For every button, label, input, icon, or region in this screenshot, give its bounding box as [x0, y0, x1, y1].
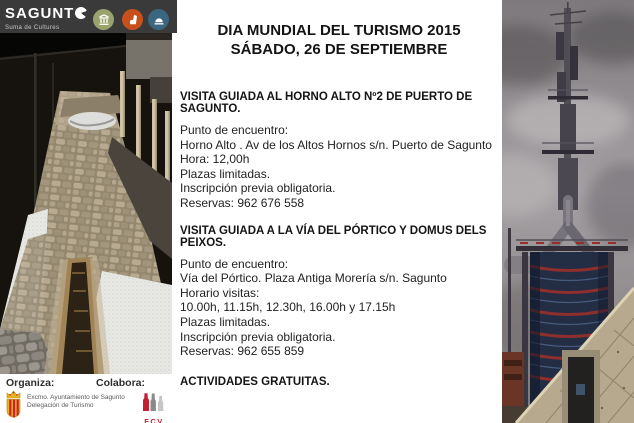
free-activities-note: ACTIVIDADES GRATUITAS.	[180, 375, 330, 388]
furnace-dome-icon	[148, 9, 169, 30]
fcv-acronym: FCV	[144, 417, 164, 423]
organiza-label: Organiza:	[6, 377, 55, 389]
body-line: Inscripción previa obligatoria.	[180, 181, 336, 196]
organiza-org-line2: Delegación de Turismo	[27, 402, 94, 409]
blast-furnace-photo	[502, 0, 634, 423]
sagunto-coat-of-arms	[4, 389, 23, 423]
body-line: Punto de encuentro:	[180, 256, 289, 271]
sagunto-logo-text: SAGUNT	[5, 5, 75, 22]
sagunto-logo-o-icon	[75, 7, 87, 19]
archaeology-illustration	[0, 33, 172, 374]
fcv-logo	[139, 389, 169, 423]
event-title-line1: DIA MUNDIAL DEL TURISMO 2015	[217, 22, 461, 39]
organiza-organization	[27, 394, 125, 410]
monument-icon	[93, 9, 114, 30]
body-line: 10.00h, 11.15h, 12.30h, 16.00h y 17.15h	[180, 300, 396, 315]
body-line: Inscripción previa obligatoria.	[180, 329, 336, 344]
body-line: Reservas: 962 655 859	[180, 344, 305, 359]
sagunto-logo	[5, 6, 87, 31]
body-line: Hora: 12,00h	[180, 152, 250, 167]
colabora-label: Colabora:	[96, 377, 146, 389]
section-heading: VISITA GUIADA AL HORNO ALTO Nº2 DE PUERTO DE SAGUNTO.	[180, 91, 473, 115]
blast-furnace-illustration	[502, 0, 634, 423]
section-body	[180, 123, 498, 211]
brand-bar	[0, 0, 177, 33]
content-column	[172, 0, 502, 423]
body-line: Punto de encuentro:	[180, 123, 289, 137]
footprint-icon	[122, 9, 143, 30]
visit-section-horno-alto	[180, 91, 498, 211]
sagunto-tagline: Suma de Cultures	[5, 25, 60, 31]
credits-strip	[0, 374, 172, 423]
body-line: Horno Alto . Av de los Altos Hornos s/n. Puerto de Sagunto	[180, 137, 492, 152]
left-column	[0, 0, 172, 423]
section-heading: VISITA GUIADA A LA VÍA DEL PÓRTICO Y DOMUS DELS PEIXOS.	[180, 224, 487, 249]
body-line: Reservas: 962 676 558	[180, 195, 305, 210]
event-title	[180, 0, 498, 59]
body-line: Vía del Pórtico. Plaza Antiga Morería s/n. Sagunto	[180, 271, 447, 286]
event-title-line2: SÁBADO, 26 DE SEPTIEMBRE	[230, 41, 448, 58]
visit-section-via-portico	[180, 225, 498, 359]
body-line: Horario visitas:	[180, 285, 260, 300]
archaeology-site-photo	[0, 33, 172, 374]
organiza-org-line1: Excmo. Ayuntamiento de Sagunto	[27, 394, 125, 401]
body-line: Plazas limitadas.	[180, 166, 271, 181]
body-line: Plazas limitadas.	[180, 314, 271, 329]
fcv-towers-icon	[141, 389, 167, 411]
section-body	[180, 257, 498, 359]
